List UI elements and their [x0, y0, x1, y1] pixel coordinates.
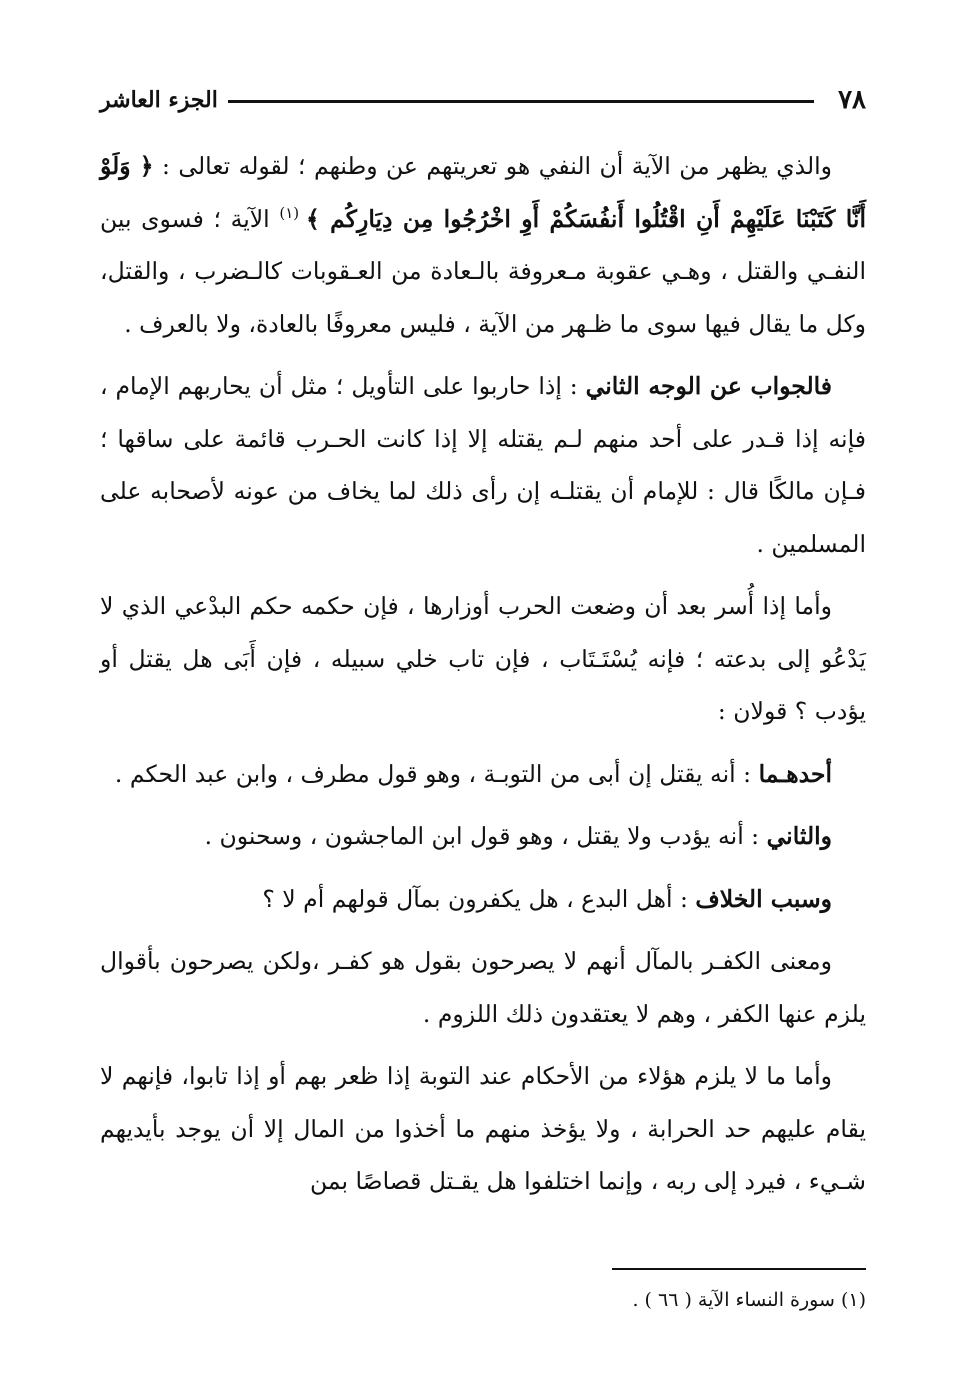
- paragraph: [100, 748, 866, 801]
- footnote: (١) سورة النساء الآية ( ٦٦ ) .: [632, 1289, 866, 1311]
- paragraph-text: : أنه يؤدب ولا يقتل ، وهو قول ابن الماجشون ، وسحنون .: [204, 822, 767, 850]
- paragraph-text: ومعنى الكفـر بالمآل أنهم لا يصرحون بقول هو كفـر ،ولكن يصرحون بأقوال يلزم عنها الكفر ، وهم لا يعتقدون ذلك اللزوم .: [100, 947, 866, 1028]
- footnote-rule: [612, 1268, 866, 1270]
- paragraph: [100, 580, 866, 738]
- paragraph: [100, 360, 866, 570]
- body-text: [100, 140, 866, 1218]
- footnote-ref: (١): [279, 203, 307, 222]
- header-rule: [228, 100, 814, 103]
- paragraph-text: وأما ما لا يلزم هؤلاء من الأحكام عند التوبة إذا ظعر بهم أو إذا تابوا، فإنهم لا يقام عليهم حد الحرابة ، ولا يؤخذ منهم ما أخذوا من المال إلا أن يوجد بأيديهم شـيء ، فيرد إلى ربه ، وإنما اختلفوا هل يقـتل قصاصًا بمن: [100, 1062, 866, 1195]
- paragraph-lead: والثاني: [766, 822, 832, 850]
- paragraph-text: : أنه يقتل إن أبى من التوبـة ، وهو قول مطرف ، وابن عبد الحكم .: [114, 759, 759, 788]
- paragraph: [100, 810, 866, 863]
- page-header: [100, 82, 866, 118]
- paragraph: [100, 140, 866, 350]
- paragraph-text: : إذا حاربوا على التأويل ؛ مثل أن يحاربهم الإمام ، فإنه إذا قـدر على أحد منهم لـم يقتله إلا إذا كانت الحـرب قائمة على ساقها ؛ فـإن مالكًا قال : للإمام أن يقتلـه إن رأى ذلك لما يخاف من عونه لأصحابه على المسلمين .: [100, 372, 866, 558]
- quran-verse: ﴿ وَلَوْ أَنَّا كَتَبْنَا عَلَيْهِمْ أَنِ اقْتُلُوا أَنفُسَكُمْ أَوِ اخْرُجُوا مِن دِيَارِكُم ﴾: [100, 152, 867, 233]
- paragraph-lead: وسبب الخلاف: [695, 884, 832, 913]
- paragraph-lead: أحدهـما: [758, 759, 832, 788]
- running-title: الجزء العاشر: [100, 87, 218, 113]
- paragraph-lead: فالجواب عن الوجه الثاني: [585, 372, 832, 400]
- paragraph-text: : أهل البدع ، هل يكفرون بمآل قولهم أم لا ؟: [262, 884, 696, 913]
- paragraph: [100, 1050, 866, 1208]
- page-number: ٧٨: [838, 85, 866, 115]
- paragraph-text: وأما إذا أُسر بعد أن وضعت الحرب أوزارها ، فإن حكمه حكم البدْعي الذي لا يَدْعُو إلى بدعته ؛ فإنه يُسْتَـتَاب ، فإن تاب خلي سبيله ، فإن أَبَى هل يقتل أو يؤدب ؟ قولان :: [100, 592, 866, 725]
- paragraph-text: الآية ؛ فسوى بين النفـي والقتل ، وهـي عقوبة مـعروفة بالـعادة من العـقوبات كالـضرب ، والقتل، وكل ما يقال فيها سوى ما ظـهر من الآية ، فليس معروفًا بالعادة، ولا بالعرف .: [100, 204, 866, 338]
- paragraph: [100, 935, 866, 1040]
- paragraph: [100, 873, 866, 926]
- paragraph-text: والذي يظهر من الآية أن النفي هو تعريتهم عن وطنهم ؛ لقوله تعالى :: [153, 152, 832, 180]
